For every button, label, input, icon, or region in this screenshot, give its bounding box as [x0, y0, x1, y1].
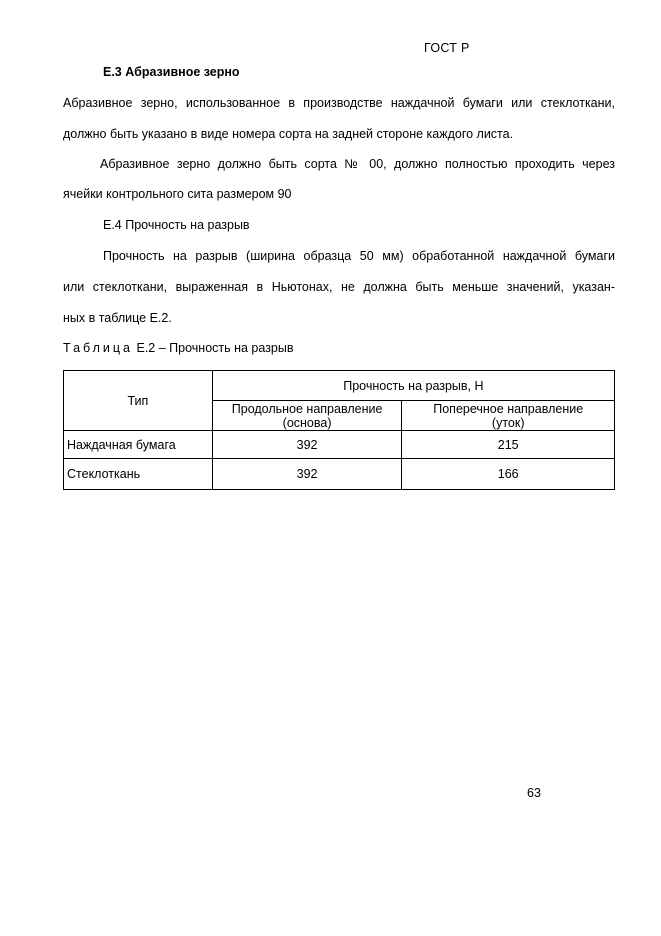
section-e4-paragraph-line3: ных в таблице Е.2. [63, 311, 172, 325]
section-e3-paragraph2-line1: Абразивное зерно должно быть сорта № 00, должно полностью проходить через [100, 157, 615, 171]
header-strength-group: Прочность на разрыв, Н [212, 371, 614, 401]
header-transverse-line1: Поперечное направление [433, 401, 584, 416]
page-number: 63 [527, 786, 541, 800]
section-e4-paragraph-line1: Прочность на разрыв (ширина образца 50 мм) обработанной наждачной бумаги [103, 249, 615, 263]
section-e4-title: Е.4 Прочность на разрыв [103, 218, 250, 232]
header-longitudinal-line2: (основа) [282, 415, 332, 430]
header-transverse [402, 401, 615, 431]
cell-transverse: 215 [402, 431, 615, 459]
cell-type: Наждачная бумага [64, 431, 213, 459]
section-e3-paragraph1-line1: Абразивное зерно, использованное в производстве наждачной бумаги или стеклоткани, [63, 96, 615, 110]
header-longitudinal-line1: Продольное направление [231, 401, 383, 416]
header-longitudinal [212, 401, 402, 431]
table-caption-title: Е.2 – Прочность на разрыв [136, 341, 294, 355]
cell-transverse: 166 [402, 459, 615, 490]
section-e3-title: Е.3 Абразивное зерно [103, 65, 240, 79]
cell-longitudinal: 392 [212, 459, 402, 490]
header-type: Тип [64, 371, 213, 431]
cell-longitudinal: 392 [212, 431, 402, 459]
cell-type: Стеклоткань [64, 459, 213, 490]
table-caption-prefix: Таблица [63, 341, 134, 355]
strength-table [63, 370, 615, 490]
section-e3-paragraph2-line2: ячейки контрольного сита размером 90 [63, 187, 292, 201]
table-row [64, 431, 615, 459]
table-caption [63, 341, 294, 355]
document-code: ГОСТ Р [424, 41, 470, 55]
section-e3-paragraph1-line2: должно быть указано в виде номера сорта на задней стороне каждого листа. [63, 127, 514, 141]
section-e4-paragraph-line2: или стеклоткани, выраженная в Ньютонах, не должна быть меньше значений, указан- [63, 280, 615, 294]
table-row [64, 459, 615, 490]
header-transverse-line2: (уток) [491, 415, 525, 430]
